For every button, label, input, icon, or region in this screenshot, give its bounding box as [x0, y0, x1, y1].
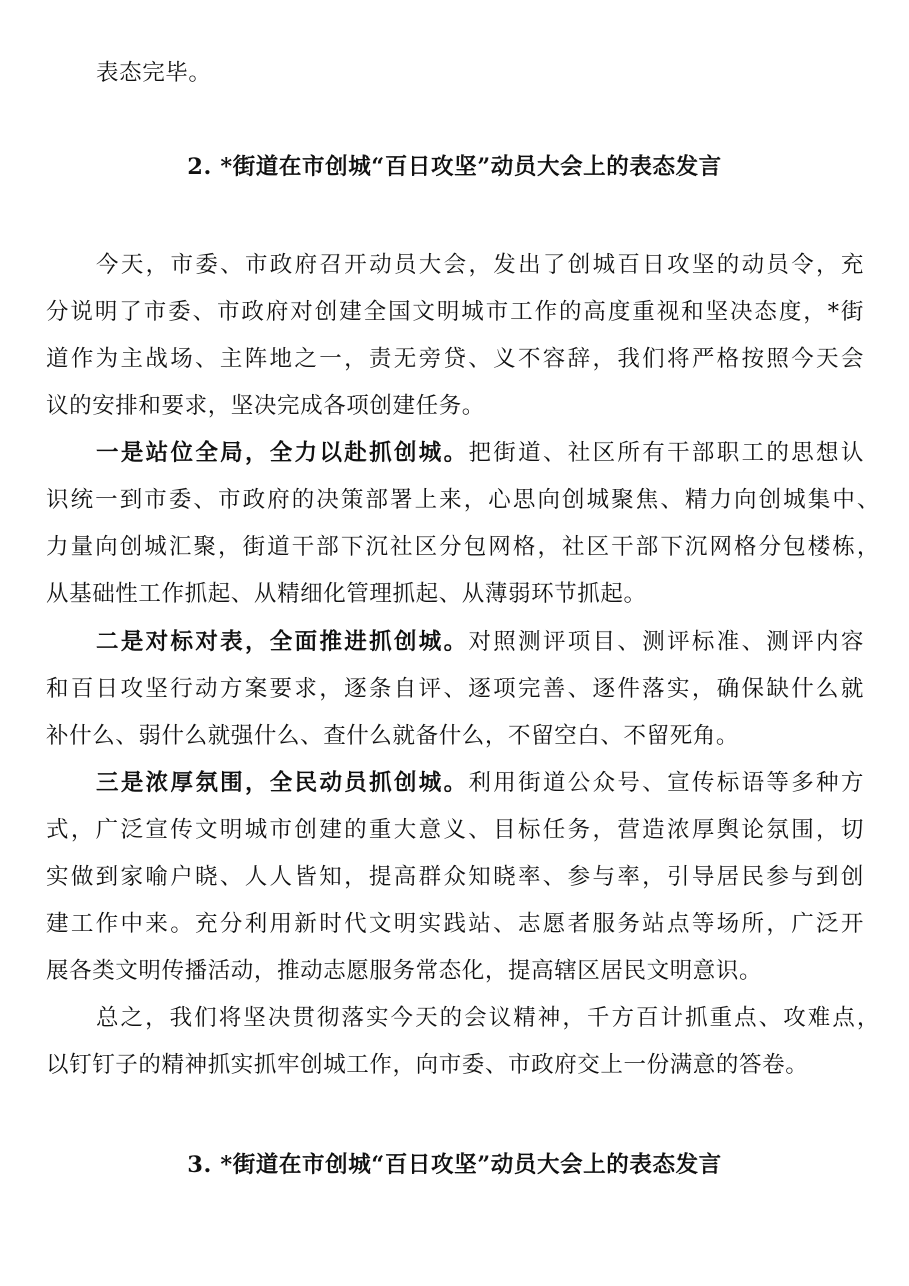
intro-closing-line: 表态完毕。	[96, 60, 212, 86]
point-3-line-3: 实做到家喻户晓、人人皆知，提高群众知晓率、参与率，引导居民参与到创	[46, 864, 864, 890]
paragraph-1-line-1: 今天，市委、市政府召开动员大会，发出了创城百日攻坚的动员令，充	[96, 252, 864, 278]
section-3-heading: 3. *街道在市创城“百日攻坚”动员大会上的表态发言	[187, 1152, 722, 1178]
point-1-line-3: 力量向创城汇聚，街道干部下沉社区分包网格，社区干部下沉网格分包楼栋，	[46, 534, 880, 560]
point-2-line-3: 补什么、弱什么就强什么、查什么就备什么，不留空白、不留死角。	[46, 723, 740, 749]
point-1-line-4: 从基础性工作抓起、从精细化管理抓起、从薄弱环节抓起。	[46, 581, 647, 607]
point-1-lead: 一是站位全局，全力以赴抓创城。	[96, 440, 469, 466]
point-1-line-1	[96, 438, 864, 468]
point-2-line-1	[96, 627, 864, 657]
paragraph-1-line-4: 议的安排和要求，坚决完成各项创建任务。	[46, 393, 485, 419]
point-3-line-1	[96, 768, 864, 798]
point-2-lead: 二是对标对表，全面推进抓创城。	[96, 629, 469, 655]
point-3-line-2: 式，广泛宣传文明城市创建的重大意义、目标任务，营造浓厚舆论氛围，切	[46, 817, 864, 843]
paragraph-1-line-2: 分说明了市委、市政府对创建全国文明城市工作的高度重视和坚决态度，*街	[46, 299, 864, 325]
point-2-line-1-rest: 对照测评项目、测评标准、测评内容	[468, 629, 864, 655]
section-2-heading: 2. *街道在市创城“百日攻坚”动员大会上的表态发言	[187, 154, 722, 180]
point-3-line-5: 展各类文明传播活动，推动志愿服务常态化，提高辖区居民文明意识。	[46, 958, 763, 984]
point-3-line-4: 建工作中来。充分利用新时代文明实践站、志愿者服务站点等场所，广泛开	[46, 911, 864, 937]
point-3-line-1-rest: 利用街道公众号、宣传标语等多种方	[468, 770, 864, 796]
point-1-line-1-rest: 把街道、社区所有干部职工的思想认	[468, 440, 864, 466]
point-1-line-2: 识统一到市委、市政府的决策部署上来，心思向创城聚焦、精力向创城集中、	[46, 487, 880, 513]
conclusion-line-2: 以钉钉子的精神抓实抓牢创城工作，向市委、市政府交上一份满意的答卷。	[46, 1052, 809, 1078]
point-2-line-2: 和百日攻坚行动方案要求，逐条自评、逐项完善、逐件落实，确保缺什么就	[46, 676, 864, 702]
point-3-lead: 三是浓厚氛围，全民动员抓创城。	[96, 770, 469, 796]
paragraph-1-line-3: 道作为主战场、主阵地之一，责无旁贷、义不容辞，我们将严格按照今天会	[46, 346, 864, 372]
conclusion-line-1: 总之，我们将坚决贯彻落实今天的会议精神，千方百计抓重点、攻难点，	[96, 1005, 880, 1031]
